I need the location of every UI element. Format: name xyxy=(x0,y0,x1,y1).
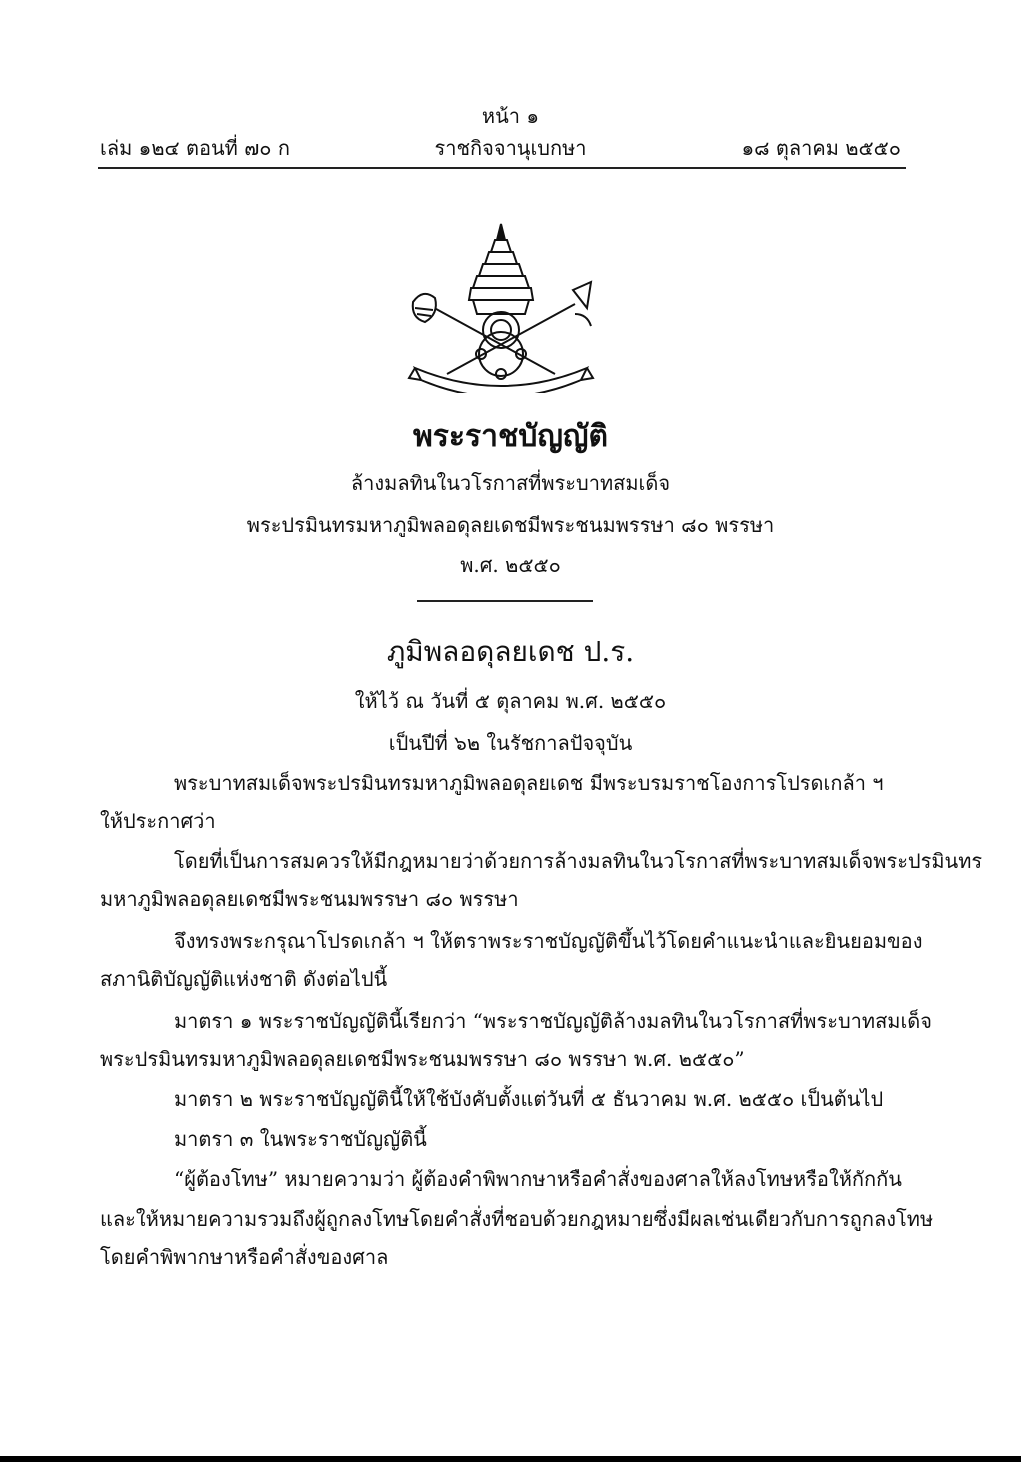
volume-section: เล่ม ๑๒๔ ตอนที่ ๗๐ ก xyxy=(100,136,290,160)
section-2: มาตรา ๒ พระราชบัญญัตินี้ให้ใช้บังคับตั้งแต่วันที่ ๕ ธันวาคม พ.ศ. ๒๕๕๐ เป็นต้นไป xyxy=(174,1087,884,1111)
section-1-line-2: พระปรมินทรมหาภูมิพลอดุลยเดชมีพระชนมพรรษา ๘๐ พรรษา พ.ศ. ๒๕๕๐” xyxy=(100,1047,745,1071)
act-year: พ.ศ. ๒๕๕๐ xyxy=(460,553,561,577)
reign-year: เป็นปีที่ ๖๒ ในรัชกาลปัจจุบัน xyxy=(388,731,633,755)
bottom-edge xyxy=(0,1456,1021,1462)
page-number: หน้า ๑ xyxy=(481,104,540,128)
publication-date: ๑๘ ตุลาคม ๒๕๕๐ xyxy=(741,136,901,160)
section-3: มาตรา ๓ ในพระราชบัญญัตินี้ xyxy=(174,1127,427,1151)
royal-signature: ภูมิพลอดุลยเดช ป.ร. xyxy=(386,635,635,668)
section-1-line-1: มาตรา ๑ พระราชบัญญัตินี้เรียกว่า “พระราชบัญญัติล้างมลทินในวโรกาสที่พระบาทสมเด็จ xyxy=(174,1009,933,1033)
body-line: สภานิติบัญญัติแห่งชาติ ดังต่อไปนี้ xyxy=(100,967,388,991)
publication-name: ราชกิจจานุเบกษา xyxy=(434,136,587,160)
body-line: จึงทรงพระกรุณาโปรดเกล้า ฯ ให้ตราพระราชบัญญัติขึ้นไว้โดยคำแนะนำและยินยอมของ xyxy=(174,929,923,953)
definition-line-2: และให้หมายความรวมถึงผู้ถูกลงโทษโดยคำสั่งที่ชอบด้วยกฎหมายซึ่งมีผลเช่นเดียวกับการถูกลงโทษ xyxy=(100,1207,934,1231)
definition-line-1: “ผู้ต้องโทษ” หมายความว่า ผู้ต้องคำพิพากษาหรือคำสั่งของศาลให้ลงโทษหรือให้กักกัน xyxy=(174,1167,902,1191)
body-line: ให้ประกาศว่า xyxy=(100,809,216,833)
body-line: มหาภูมิพลอดุลยเดชมีพระชนมพรรษา ๘๐ พรรษา xyxy=(100,887,519,911)
body-line: พระบาทสมเด็จพระปรมินทรมหาภูมิพลอดุลยเดช มีพระบรมราชโองการโปรดเกล้า ฯ xyxy=(174,771,884,795)
title-divider xyxy=(417,600,593,602)
act-subtitle-line-2: พระปรมินทรมหาภูมิพลอดุลยเดชมีพระชนมพรรษา ๘๐ พรรษา xyxy=(246,513,775,537)
header-divider xyxy=(98,167,906,169)
body-line: โดยที่เป็นการสมควรให้มีกฎหมายว่าด้วยการล้างมลทินในวโรกาสที่พระบาทสมเด็จพระปรมินทร xyxy=(174,849,983,873)
given-date: ให้ไว้ ณ วันที่ ๕ ตุลาคม พ.ศ. ๒๕๕๐ xyxy=(354,689,667,713)
act-subtitle-line-1: ล้างมลทินในวโรกาสที่พระบาทสมเด็จ xyxy=(350,471,671,495)
definition-line-3: โดยคำพิพากษาหรือคำสั่งของศาล xyxy=(100,1245,389,1269)
act-title: พระราชบัญญัติ xyxy=(413,419,608,454)
royal-emblem-icon xyxy=(405,218,597,393)
